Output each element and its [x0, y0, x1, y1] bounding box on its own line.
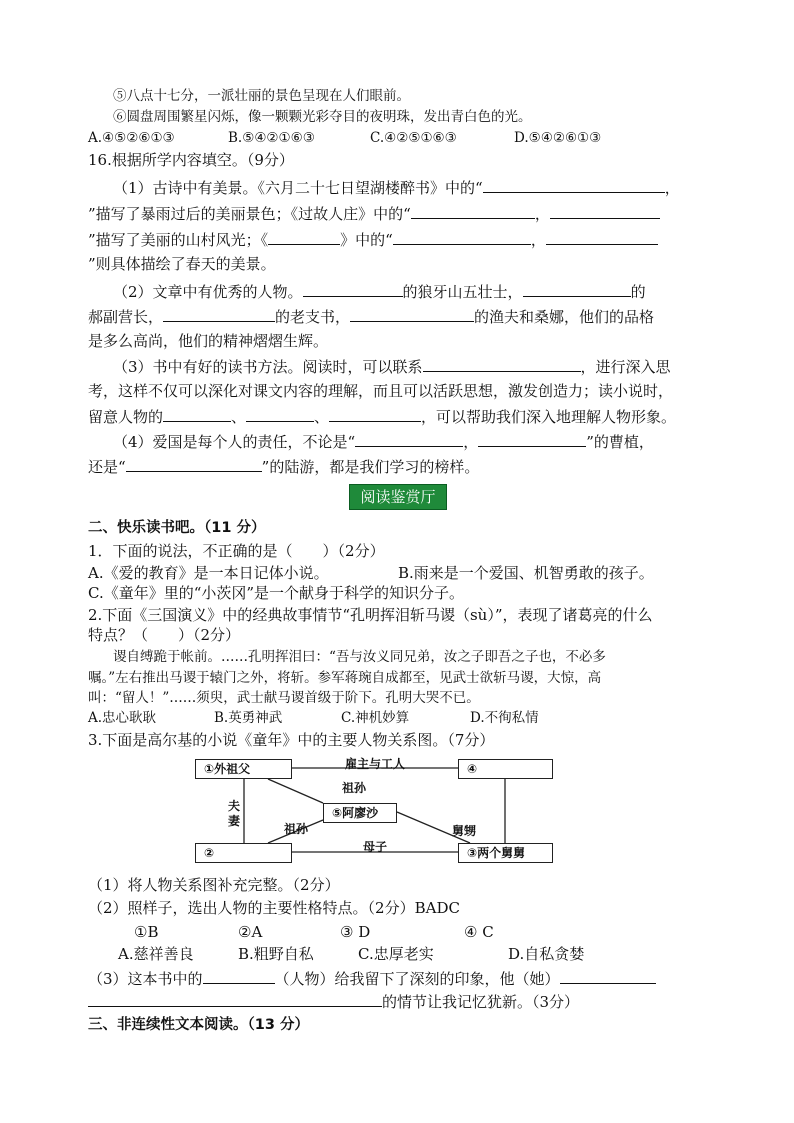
q3-sub2: （2）照样子，选出人物的主要性格特点。（2分）BADC [88, 899, 460, 917]
q16-p1-d: 》中的“ [340, 231, 393, 249]
q3-sub3-b: （人物）给我留下了深刻的印象，他（她） [274, 970, 560, 988]
q16-p2-d: 郝副营长， [88, 308, 164, 326]
q16-p3-c: 考，这样不仅可以深化对课文内容的理解，而且可以活跃思想，激发创造力；读小说时， [88, 382, 674, 400]
label-employer-worker: 雇主与工人 [345, 757, 406, 771]
q15-option-5: ⑤八点十七分，一派壮丽的景色呈现在人们眼前。 [113, 88, 410, 104]
q2-passage-line1: 谡自缚跪于帐前。……孔明挥泪曰：“吾与汝义同兄弟，汝之子即吾之子也，不必多 [113, 649, 606, 665]
node-4: ④ [458, 759, 553, 779]
section-banner: 阅读鉴赏厅 [349, 484, 447, 510]
q16-title: 16.根据所学内容填空。（9分） [88, 151, 294, 169]
q1-stem: 1．下面的说法，不正确的是（ ）（2分） [88, 542, 385, 560]
q2-passage-line3: 叫：“留人！”……须臾，武士献马谡首级于阶下。孔明大哭不已。 [88, 690, 480, 706]
q16-p1-c: ”描写了美丽的山村风光；《 [88, 231, 269, 249]
q16-p4-c: ”的曹植， [586, 433, 654, 451]
match-2: ②A [238, 923, 263, 941]
q16-p4-a: （4）爱国是每个人的责任，不论是“ [113, 433, 356, 451]
label-uncle-nephew: 舅甥 [452, 824, 477, 838]
node-alyosha: ⑤阿廖沙 [323, 803, 397, 823]
answer-blank[interactable] [203, 968, 275, 984]
q2-option-a: A.忠心耿耿 [88, 710, 157, 726]
q16-p3-g: ，可以帮助我们深入地理解人物形象。 [421, 408, 677, 426]
q16-p2-f: 的渔夫和桑娜，他们的品格 [474, 308, 655, 326]
q16-p4-d: 还是“ [88, 458, 126, 476]
match-1: ①B [134, 923, 159, 941]
q2-option-b: B.英勇神武 [214, 710, 283, 726]
separator: 、 [314, 408, 330, 426]
match-3: ③ D [340, 923, 371, 941]
q15-choice-b: B.⑤④②①⑥③ [228, 130, 315, 146]
q16-p4-e: ”的陆游，都是我们学习的榜样。 [261, 458, 480, 476]
q1-option-c: C.《童年》里的“小茨冈”是一个献身于科学的知识分子。 [88, 584, 465, 602]
q16-p2-c: 的 [630, 283, 646, 301]
label-grandparent-upper: 祖孙 [342, 781, 367, 795]
section2-title: 二、快乐读书吧。（11 分） [88, 520, 266, 536]
q16-p2-e: 的老支书， [275, 308, 351, 326]
q16-p1-a: （1）古诗中有美景。《六月二十七日望湖楼醉书》中的“ [113, 179, 483, 197]
trait-d: D.自私贪婪 [508, 945, 585, 963]
node-grandfather: ①外祖父 [195, 759, 292, 779]
answer-blank[interactable] [560, 968, 656, 984]
match-4: ④ C [464, 923, 494, 941]
q16-p3-a: （3）书中有好的读书方法。阅读时，可以联系 [113, 358, 423, 376]
q16-p1-line3: ”描写了美丽的山村风光；《 》中的“ ， [88, 229, 658, 250]
trait-c: C.忠厚老实 [358, 945, 434, 963]
q15-choice-c: C.④②⑤①⑥③ [370, 130, 457, 146]
q2-stem-line1: 2.下面《三国演义》中的经典故事情节“孔明挥泪斩马谡（sù）”，表现了诸葛亮的什么 [88, 606, 653, 624]
label-couple-2: 妻 [228, 814, 241, 828]
q16-p1-b: ”描写了暴雨过后的美丽景色；《过故人庄》中的“ [88, 205, 411, 223]
q16-p2-a: （2）文章中有优秀的人物。 [113, 283, 303, 301]
q15-choice-d: D.⑤④②⑥①③ [514, 130, 602, 146]
q15-choice-a: A.④⑤②⑥①③ [88, 130, 175, 146]
q16-p1-e: ”则具体描绘了春天的美景。 [88, 255, 276, 273]
node-2: ② [195, 843, 292, 863]
q16-p1-line1: （1）古诗中有美景。《六月二十七日望湖楼醉书》中的“ ， [113, 179, 680, 197]
q1-option-a: A.《爱的教育》是一本日记体小说。 [88, 564, 329, 582]
q15-option-6: ⑥圆盘周围繁星闪烁，像一颗颗光彩夺目的夜明珠，发出青白色的光。 [113, 109, 532, 125]
q16-p2-b: 的狼牙山五壮士， [402, 283, 523, 301]
q16-p1-line2: ”描写了暴雨过后的美丽景色；《过故人庄》中的“ ， [88, 203, 660, 224]
q2-passage-line2: 嘱。”左右推出马谡于辕门之外，将斩。参军蒋琬自成都至，见武士欲斩马谡，大惊，高 [88, 670, 602, 686]
label-grandparent-lower: 祖孙 [284, 822, 309, 836]
q3-sub3-line2 [88, 991, 579, 1012]
separator: 、 [231, 408, 247, 426]
node-two-uncles: ③两个舅舅 [458, 843, 553, 863]
label-mother-son: 母子 [363, 840, 388, 854]
q3-sub3-a: （3）这本书中的 [88, 970, 203, 988]
separator: ， [463, 433, 479, 451]
q16-p3-d: 留意人物的 [88, 408, 164, 426]
q16-p3-b: ，进行深入思 [580, 358, 671, 376]
trait-a: A.慈祥善良 [118, 945, 194, 963]
q3-sub1: （1）将人物关系图补充完整。（2分） [88, 876, 340, 894]
section3-title: 三、非连续性文本阅读。（13 分） [88, 1017, 309, 1033]
q2-option-d: D.不徇私情 [470, 710, 539, 726]
answer-blank[interactable] [88, 991, 382, 1007]
q3-sub3-line1 [88, 968, 656, 989]
q2-stem-line2: 特点？（ ）（2分） [88, 626, 241, 644]
q1-option-b: B.雨来是一个爱国、机智勇敢的孩子。 [398, 564, 654, 582]
q3-sub3-c: 的情节让我记忆犹新。（3分） [382, 993, 580, 1011]
q3-stem: 3.下面是高尔基的小说《童年》中的主要人物关系图。（7分） [88, 731, 495, 749]
trait-b: B.粗野自私 [238, 945, 314, 963]
label-couple-1: 夫 [228, 799, 241, 813]
q16-p2-g: 是多么高尚，他们的精神熠熠生辉。 [88, 332, 329, 350]
q2-option-c: C.神机妙算 [341, 710, 410, 726]
